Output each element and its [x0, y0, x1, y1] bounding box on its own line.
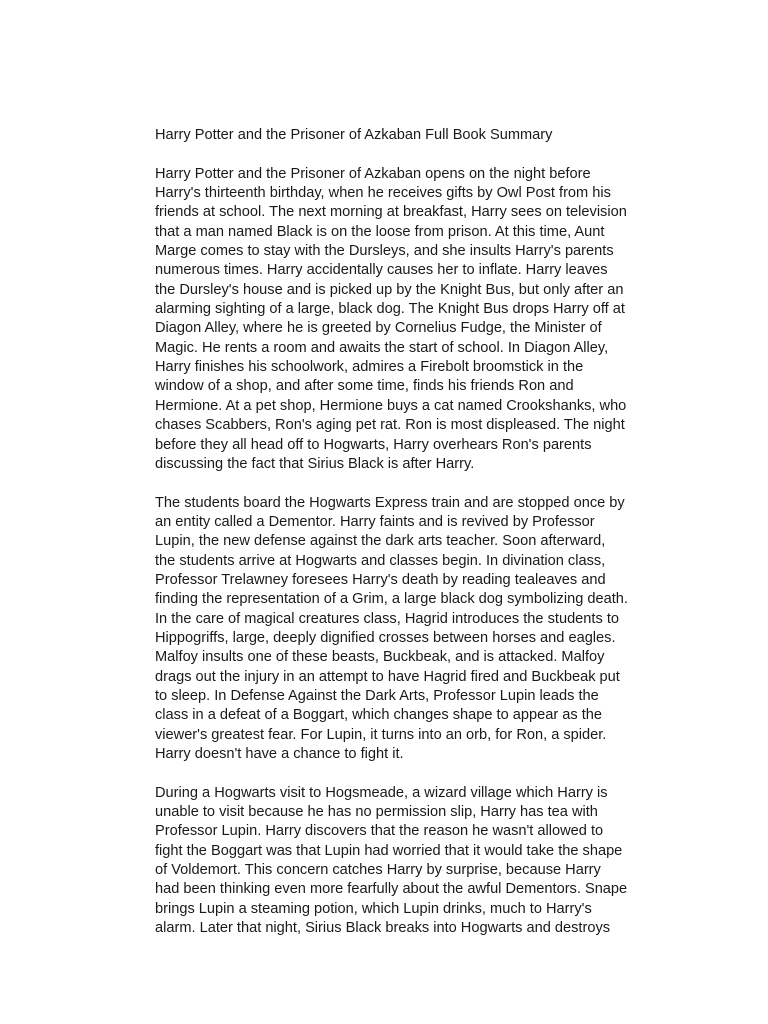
text-line: Harry Potter and the Prisoner of Azkaban opens on the night before — [155, 165, 591, 182]
text-line: Professor Trelawney foresees Harry's death by reading tealeaves and — [155, 571, 606, 588]
text-line: Malfoy insults one of these beasts, Buckbeak, and is attacked. Malfoy — [155, 649, 605, 666]
paragraph-2 — [155, 494, 675, 765]
text-line: Marge comes to stay with the Dursleys, and she insults Harry's parents — [155, 243, 614, 260]
text-line: Professor Lupin. Harry discovers that the reason he wasn't allowed to — [155, 823, 604, 840]
text-line: numerous times. Harry accidentally causes her to inflate. Harry leaves — [155, 262, 608, 279]
text-line: alarming sighting of a large, black dog. The Knight Bus drops Harry off at — [155, 301, 625, 318]
text-line: Diagon Alley, where he is greeted by Cornelius Fudge, the Minister of — [155, 320, 602, 337]
text-line: unable to visit because he has no permission slip, Harry has tea with — [155, 804, 598, 821]
paragraph-3 — [155, 784, 675, 939]
text-line: Hippogriffs, large, deeply dignified crosses between horses and eagles. — [155, 629, 616, 646]
text-line: Lupin, the new defense against the dark arts teacher. Soon afterward, — [155, 533, 606, 550]
text-line: Magic. He rents a room and awaits the start of school. In Diagon Alley, — [155, 339, 609, 356]
text-line: class in a defeat of a Boggart, which changes shape to appear as the — [155, 707, 603, 724]
text-line: viewer's greatest fear. For Lupin, it turns into an orb, for Ron, a spider. — [155, 726, 607, 743]
text-line: the Dursley's house and is picked up by the Knight Bus, but only after an — [155, 281, 624, 298]
text-line: that a man named Black is on the loose from prison. At this time, Aunt — [155, 223, 605, 240]
text-line: had been thinking even more fearfully about the awful Dementors. Snape — [155, 881, 628, 898]
paragraph-1 — [155, 165, 675, 475]
document-title: Harry Potter and the Prisoner of Azkaban Full Book Summary — [155, 127, 553, 143]
text-line: alarm. Later that night, Sirius Black breaks into Hogwarts and destroys — [155, 920, 611, 937]
text-line: of Voldemort. This concern catches Harry by surprise, because Harry — [155, 862, 601, 879]
text-line: brings Lupin a steaming potion, which Lupin drinks, much to Harry's — [155, 900, 592, 917]
text-line: window of a shop, and after some time, finds his friends Ron and — [155, 378, 574, 395]
text-line: friends at school. The next morning at breakfast, Harry sees on television — [155, 204, 627, 221]
text-line: Harry doesn't have a chance to fight it. — [155, 746, 404, 762]
document-body — [155, 126, 675, 958]
text-line: Hermione. At a pet shop, Hermione buys a cat named Crookshanks, who — [155, 397, 627, 414]
text-line: The students board the Hogwarts Express train and are stopped once by — [155, 494, 625, 511]
text-line: before they all head off to Hogwarts, Harry overhears Ron's parents — [155, 436, 592, 453]
text-line: discussing the fact that Sirius Black is after Harry. — [155, 455, 475, 472]
text-line: an entity called a Dementor. Harry faints and is revived by Professor — [155, 513, 595, 530]
text-line: Harry's thirteenth birthday, when he receives gifts by Owl Post from his — [155, 185, 611, 202]
text-line: finding the representation of a Grim, a large black dog symbolizing death. — [155, 591, 628, 608]
text-line: the students arrive at Hogwarts and classes begin. In divination class, — [155, 552, 606, 569]
text-line: chases Scabbers, Ron's aging pet rat. Ron is most displeased. The night — [155, 417, 625, 434]
text-line: During a Hogwarts visit to Hogsmeade, a wizard village which Harry is — [155, 784, 608, 801]
text-line: fight the Boggart was that Lupin had worried that it would take the shape — [155, 842, 623, 859]
text-line: drags out the injury in an attempt to have Hagrid fired and Buckbeak put — [155, 668, 620, 685]
text-line: to sleep. In Defense Against the Dark Arts, Professor Lupin leads the — [155, 687, 599, 704]
text-line: Harry finishes his schoolwork, admires a Firebolt broomstick in the — [155, 359, 584, 376]
text-line: In the care of magical creatures class, Hagrid introduces the students to — [155, 610, 619, 627]
